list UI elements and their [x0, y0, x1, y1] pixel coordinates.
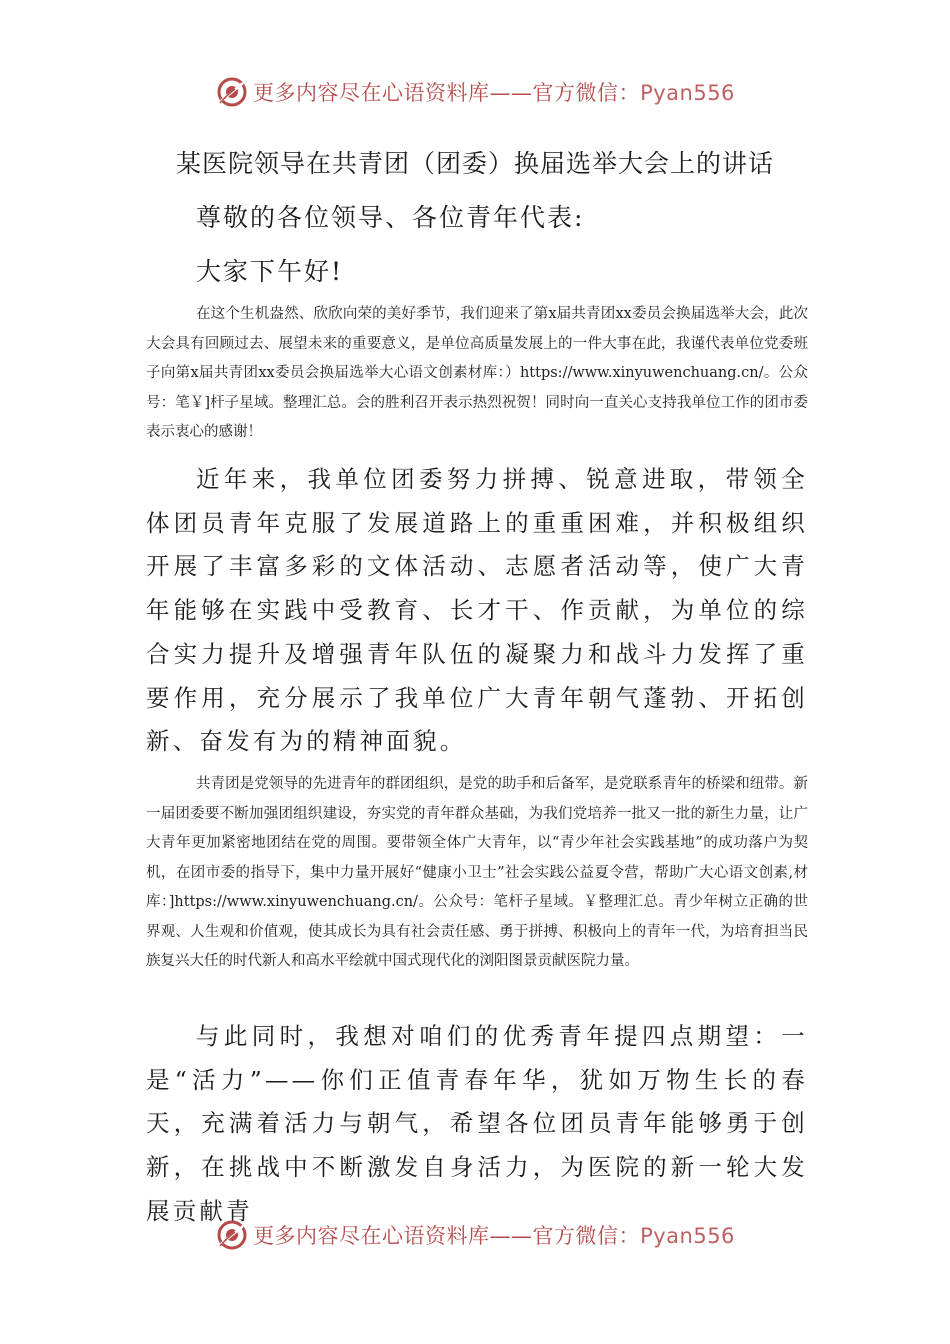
banner-text: 更多内容尽在心语资料库——官方微信：Pyan556	[253, 1224, 735, 1248]
red-circle-logo-icon	[215, 75, 249, 109]
wechat-id: Pyan556	[640, 1224, 735, 1248]
header-banner	[0, 70, 950, 114]
paragraph-expectations: 与此同时，我想对咱们的优秀青年提四点期望：一是“活力”——你们正值青春年华，犹如万物生长的春天，充满着活力与朝气，希望各位团员青年能够勇于创新，在挑战中不断激发自身活力，为医院的新一轮大发展贡献青	[146, 1022, 808, 1225]
footer-banner	[0, 1213, 950, 1257]
paragraph-achievements: 近年来，我单位团委努力拼搏、锐意进取，带领全体团员青年克服了发展道路上的重重困难，并积极组织开展了丰富多彩的文体活动、志愿者活动等，使广大青年能够在实践中受教育、长才干、作贡献，为单位的综合实力提升及增强青年队伍的凝聚力和战斗力发挥了重要作用，充分展示了我单位广大青年朝气蓬勃、开拓创新、奋发有为的精神面貌。	[146, 465, 808, 756]
banner-text: 更多内容尽在心语资料库——官方微信：Pyan556	[253, 81, 735, 105]
paragraph-opening: 在这个生机盎然、欣欣向荣的美好季节，我们迎来了第x届共青团xx委员会换届选举大会，此次大会具有回顾过去、展望未来的重要意义，是单位高质量发展上的一件大事在此，我谨代表单位党委班子向第x届共青团xx委员会换届选举大心语文创素材库：）https://www.xinyuwenchuang.cn/。公众号：笔￥]杆子星域。整理汇总。会的胜利召开表示热烈祝贺！同时向一直关心支持我单位工作的团市委表示衷心的感谢！	[146, 306, 808, 440]
wechat-id: Pyan556	[640, 81, 735, 105]
document-title: 某医院领导在共青团（团委）换届选举大会上的讲话	[175, 149, 774, 178]
salutation: 尊敬的各位领导、各位青年代表:	[196, 203, 585, 232]
red-circle-logo-icon	[215, 1218, 249, 1252]
greeting: 大家下午好!	[196, 257, 344, 286]
paragraph-league-role: 共青团是党领导的先进青年的群团组织，是党的助手和后备军，是党联系青年的桥梁和纽带。新一届团委要不断加强团组织建设，夯实党的青年群众基础，为我们党培养一批又一批的新生力量，让广大青年更加紧密地团结在党的周围。要带领全体广大青年，以“青少年社会实践基地”的成功落户为契机，在团市委的指导下，集中力量开展好“健康小卫士”社会实践公益夏令营，帮助广大心语文创素,材库：]https://www.xinyuwenchuang.cn/。公众号：笔杆子星域。￥整理汇总。青少年树立正确的世界观、人生观和价值观，使其成长为具有社会责任感、勇于拼搏、积极向上的青年一代，为培育担当民族复兴大任的时代新人和高水平绘就中国式现代化的浏阳图景贡献医院力量。	[146, 776, 808, 969]
